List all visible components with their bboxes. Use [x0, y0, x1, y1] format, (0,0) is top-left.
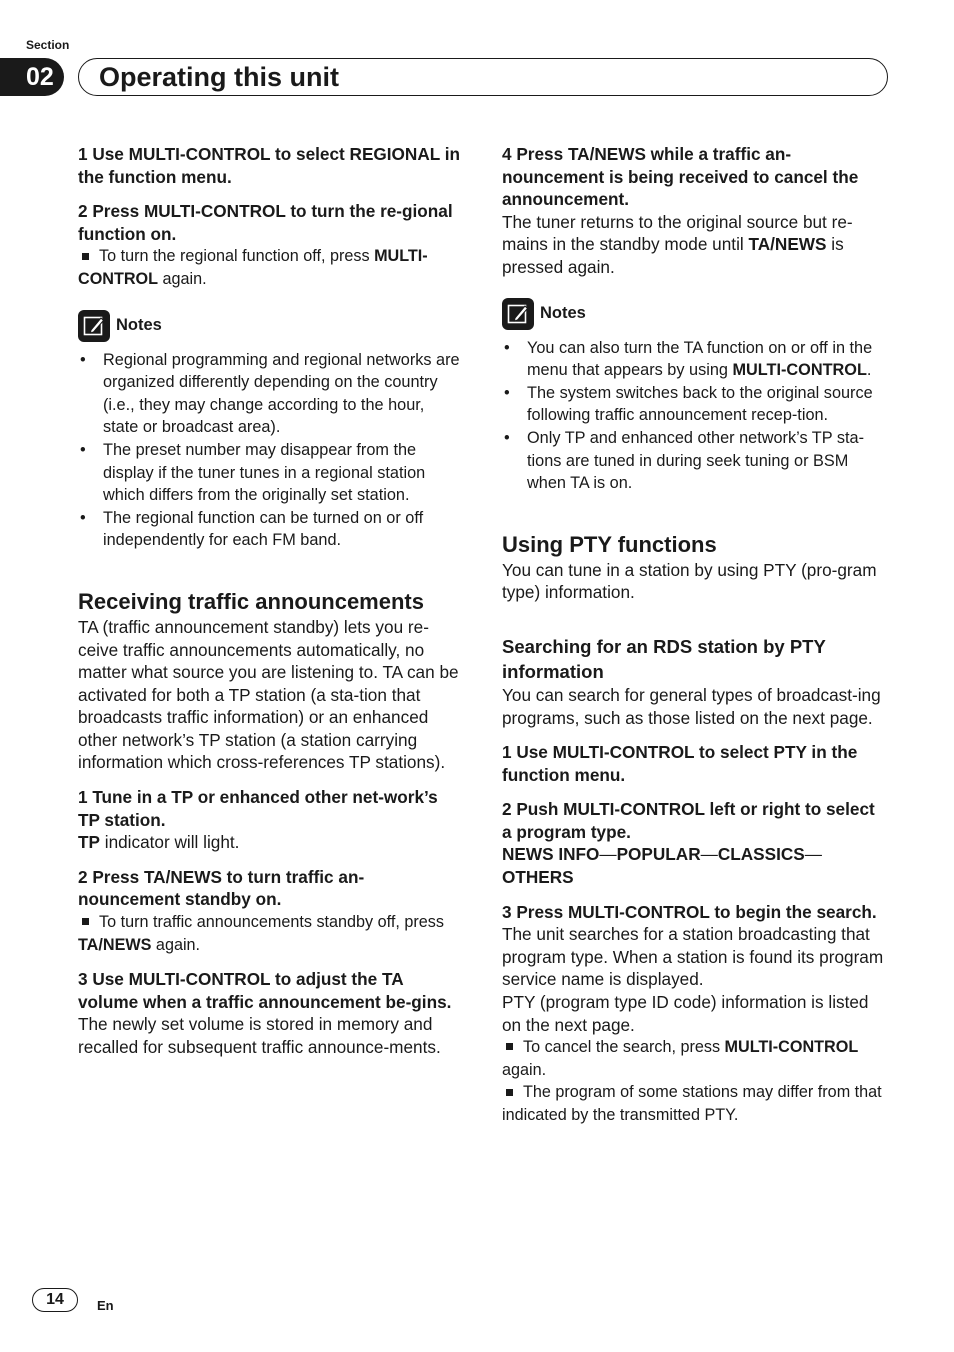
title-box: [78, 58, 888, 96]
step-begin-search: 3 Press MULTI-CONTROL to begin the search.: [502, 901, 877, 922]
square-bullet-icon: [506, 1089, 513, 1096]
step-regional-on: 2 Press MULTI-CONTROL to turn the re-gional function on.: [78, 201, 453, 244]
pty-intro: You can tune in a station by using PTY (pro-gram type) information.: [502, 559, 877, 603]
traffic-intro: TA (traffic announcement standby) lets you re-ceive traffic announcements automatically, no matter what source you are listening to. TA can be activated for both a TP station (a sta-tion that broadcasts traffic information) or an enhanced other network’s TP station (a station carrying information which cross-references TP stations).: [78, 616, 459, 773]
step-select-pty: 1 Use MULTI-CONTROL to select PTY in the function menu.: [502, 742, 858, 785]
program-differ-note: The program of some stations may differ from that indicated by the transmitted PTY.: [502, 1083, 882, 1124]
square-bullet-icon: [82, 918, 89, 925]
list-item: • Regional programming and regional networks are organized differently depending on the country (i.e., they may change according to the hour, state or broadcast area).: [78, 349, 464, 439]
step-ta-standby-on: 2 Press TA/NEWS to turn traffic an-nouncement standby on.: [78, 866, 365, 910]
language-code: En: [97, 1298, 114, 1313]
list-item: • Only TP and enhanced other network’s TP sta-tions are tuned in during seek tuning or BSM when TA is on.: [502, 427, 888, 495]
step-cancel-announcement: 4 Press TA/NEWS while a traffic an-nouncement is being received to cancel the announcement.: [502, 144, 859, 210]
tp-indicator-text: TP indicator will light.: [78, 832, 240, 853]
pencil-icon: [78, 310, 110, 342]
square-bullet-icon: [82, 253, 89, 260]
pty-search-intro: You can search for general types of broadcast-ing programs, such as those listed on the next page.: [502, 684, 881, 728]
program-type-options: NEWS INFO—POPULAR—CLASSICS— OTHERS: [502, 844, 822, 888]
list-item: • You can also turn the TA function on or off in the menu that appears by using MULTI-CONTROL.: [502, 337, 888, 382]
regional-notes-list: [78, 349, 464, 552]
ta-volume-text: The newly set volume is stored in memory and recalled for subsequent traffic announce-ments.: [78, 1014, 441, 1057]
subheading-pty-search: Searching for an RDS station by PTY information: [502, 635, 826, 682]
page-title: Operating this unit: [99, 62, 339, 92]
pencil-icon: [502, 298, 534, 330]
notes-title: Notes: [116, 316, 162, 335]
step-tune-tp: 1 Tune in a TP or enhanced other net-work’s TP station.: [78, 787, 438, 830]
notes-header: [502, 297, 888, 331]
step-select-regional: 1 Use MULTI-CONTROL to select REGIONAL in the function menu.: [78, 144, 460, 187]
list-item: • The regional function can be turned on or off independently for each FM band.: [78, 507, 464, 552]
step-select-program-type: 2 Push MULTI-CONTROL left or right to select a program type.: [502, 799, 875, 842]
heading-pty-functions: Using PTY functions: [502, 531, 717, 557]
pty-info-text: PTY (program type ID code) information is listed on the next page.: [502, 992, 869, 1035]
page-number: 14: [32, 1288, 78, 1312]
heading-traffic-announcements: Receiving traffic announcements: [78, 588, 424, 614]
step-adjust-ta-volume: 3 Use MULTI-CONTROL to adjust the TA volume when a traffic announcement be-gins.: [78, 969, 452, 1012]
search-result-text: The unit searches for a station broadcasting that program type. When a station is found its program service name is displayed.: [502, 924, 884, 990]
section-number-tab: 02: [0, 58, 64, 96]
list-item: • The system switches back to the original source following traffic announcement recep-tion.: [502, 382, 888, 427]
square-bullet-icon: [506, 1043, 513, 1050]
notes-title: Notes: [540, 304, 586, 323]
cancel-search-note: To cancel the search, press MULTI-CONTROL again.: [502, 1038, 859, 1079]
ta-notes-list: [502, 337, 888, 495]
list-item: • The preset number may disappear from the display if the tuner tunes in a regional station which differs from the originally set station.: [78, 439, 464, 507]
cancel-announcement-text: The tuner returns to the original source but re-mains in the standby mode until TA/NEWS is pressed again.: [502, 211, 853, 277]
right-column: [502, 143, 888, 1127]
regional-off-note: To turn the regional function off, press MULTI-CONTROL again.: [78, 247, 428, 288]
left-column: [78, 143, 464, 1059]
section-label: Section: [26, 38, 70, 52]
ta-standby-off-note: To turn traffic announcements standby off, press TA/NEWS again.: [78, 913, 444, 954]
notes-header: [78, 309, 464, 343]
